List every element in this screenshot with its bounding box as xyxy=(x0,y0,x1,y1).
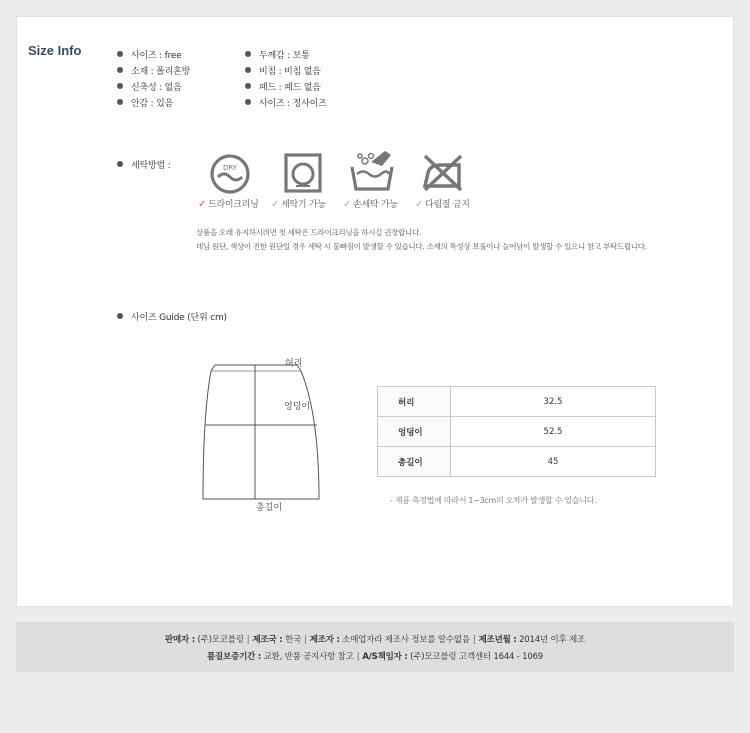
spec-thickness: 두께감 : 보통 xyxy=(259,51,310,61)
size-row-label: 총길이 xyxy=(378,447,451,477)
section-title: Size Info xyxy=(28,43,82,58)
size-table-note: - 제품 측정법에 따라서 1~3cm의 오차가 발생할 수 있습니다. xyxy=(390,496,597,505)
care-label-dry-clean: ✓ 드라이크리닝 xyxy=(198,199,259,210)
check-icon: ✓ xyxy=(271,199,280,210)
bullet-dot xyxy=(117,99,123,105)
diagram-label-length: 총길이 xyxy=(256,503,283,513)
footer-line-2: 품질보증기간 : 교환, 반품 공지사항 참고 | A/S책임자 : (주)모코블링 고객센터 1644 - 1069 xyxy=(207,652,543,662)
bullet-dot xyxy=(245,51,251,57)
spec-sheer: 비침 : 비침 없음 xyxy=(259,67,321,77)
size-info-card xyxy=(16,16,734,607)
diagram-label-waist: 허리 xyxy=(285,359,303,369)
size-table xyxy=(377,386,656,477)
hand-wash-icon xyxy=(349,147,395,193)
table-row xyxy=(378,447,656,477)
dry-clean-icon xyxy=(209,153,251,195)
care-label-no-iron: ✓ 다림질 금지 xyxy=(415,199,470,210)
table-row xyxy=(378,387,656,417)
care-heading: 세탁방법 : xyxy=(131,161,171,171)
svg-text:DRY: DRY xyxy=(222,164,238,172)
size-row-value: 45 xyxy=(451,447,656,477)
size-row-label: 엉덩이 xyxy=(378,417,451,447)
skirt-outline xyxy=(197,355,327,515)
no-iron-icon xyxy=(422,153,464,193)
size-guide-heading: 사이즈 Guide (단위 cm) xyxy=(131,313,227,323)
bullet-dot xyxy=(245,99,251,105)
diagram-label-hip: 엉덩이 xyxy=(284,402,311,412)
spec-stretch: 신축성 : 없음 xyxy=(131,83,182,93)
bullet-dot xyxy=(245,83,251,89)
care-note-line1: 상품을 오래 유지하시려면 첫 세탁은 드라이크리닝을 하시길 권장합니다. xyxy=(196,228,422,237)
spec-pad: 패드 : 패드 없음 xyxy=(259,83,321,93)
spec-lining: 안감 : 있음 xyxy=(131,99,174,109)
bullet-dot xyxy=(245,67,251,73)
size-row-value: 52.5 xyxy=(451,417,656,447)
spec-size: 사이즈 : free xyxy=(131,51,182,61)
bullet-dot xyxy=(117,161,123,167)
care-label-hand-wash: ✓ 손세탁 가능 xyxy=(343,199,398,210)
skirt-diagram xyxy=(197,355,327,519)
care-note-line2: 데님 원단, 색상이 진한 원단일 경우 세탁 시 물빠짐이 발생할 수 있습니다. 소재의 특성상 보풀이나 늘어남이 발생할 수 있으니 참고 부탁드립니다. xyxy=(196,242,647,251)
size-row-label: 허리 xyxy=(378,387,451,417)
check-icon: ✓ xyxy=(343,199,352,210)
table-row xyxy=(378,417,656,447)
washing-machine-icon xyxy=(284,153,322,193)
care-label-machine-wash: ✓ 세탁기 가능 xyxy=(271,199,326,210)
spec-material: 소재 : 폴리혼방 xyxy=(131,67,191,77)
bullet-dot xyxy=(117,313,123,319)
size-row-value: 32.5 xyxy=(451,387,656,417)
spec-fit: 사이즈 : 정사이즈 xyxy=(259,99,327,109)
bullet-dot xyxy=(117,51,123,57)
bullet-dot xyxy=(117,67,123,73)
footer-line-1: 판매자 : (주)모코블링 | 제조국 : 한국 | 제조자 : 소매업자라 제조사 정보를 알수없음 | 제조년월 : 2014년 이후 제조 xyxy=(164,635,585,645)
check-icon: ✓ xyxy=(415,199,424,210)
bullet-dot xyxy=(117,83,123,89)
check-icon: ✓ xyxy=(198,199,207,210)
product-info-footer xyxy=(16,622,734,672)
